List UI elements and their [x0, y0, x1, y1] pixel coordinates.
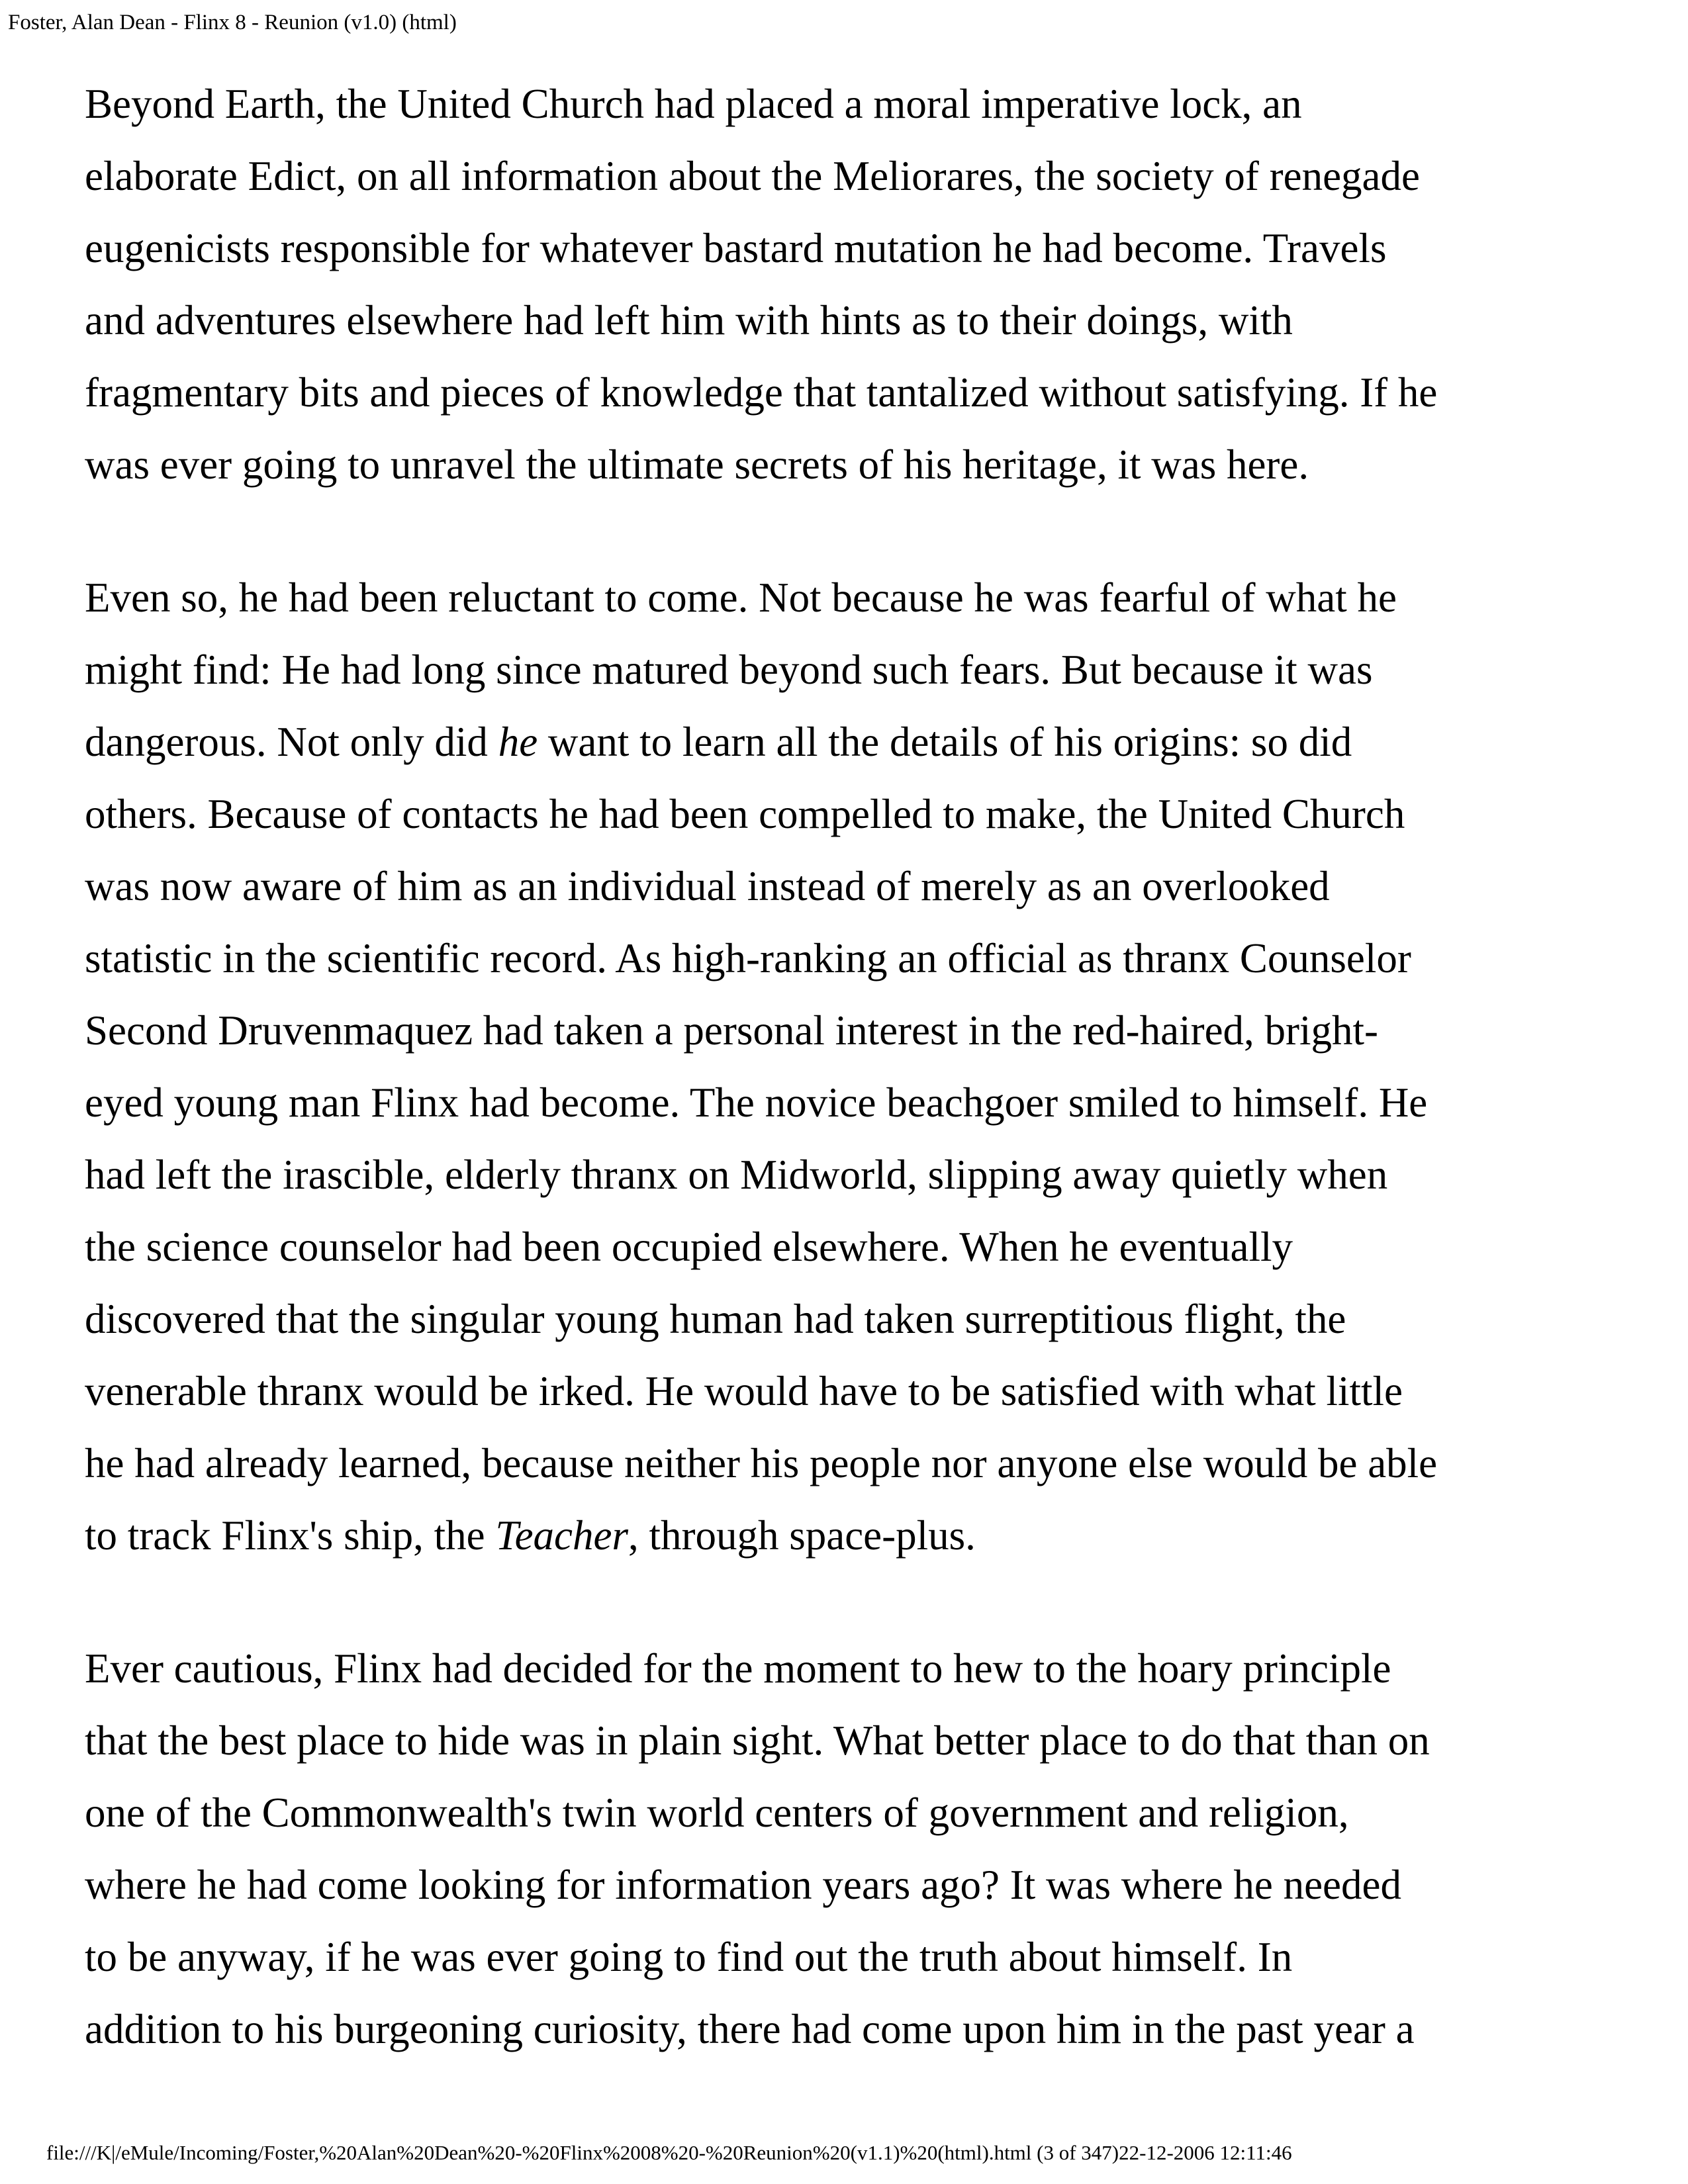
text-line — [85, 706, 1607, 778]
text-segment: he had already learned, because neither his people nor anyone else would be able — [85, 1440, 1438, 1486]
text-line — [85, 1921, 1607, 1993]
text-segment: venerable thranx would be irked. He would have to be satisfied with what little — [85, 1368, 1403, 1414]
text-line — [85, 923, 1607, 995]
text-segment: dangerous. Not only did — [85, 719, 498, 765]
text-line — [85, 140, 1607, 212]
text-line — [85, 850, 1607, 923]
text-segment: statistic in the scientific record. As high-ranking an official as thranx Counselor — [85, 935, 1411, 981]
text-line — [85, 1428, 1607, 1500]
text-segment: was ever going to unravel the ultimate secrets of his heritage, it was here. — [85, 441, 1309, 488]
text-segment: elaborate Edict, on all information about the Meliorares, the society of renegade — [85, 153, 1420, 199]
text-line — [85, 1283, 1607, 1355]
text-line — [85, 995, 1607, 1067]
page-header-title: Foster, Alan Dean - Flinx 8 - Reunion (v1.0) (html) — [8, 11, 457, 34]
text-line — [85, 778, 1607, 850]
text-line — [85, 1777, 1607, 1849]
text-line — [85, 68, 1607, 140]
page-footer-path: file:///K|/eMule/Incoming/Foster,%20Alan%20Dean%20-%20Flinx%2008%20-%20Reunion%20(v1.1)%20(html).html (3 of 347)22-12-2006 12:11:46 — [46, 2141, 1292, 2164]
text-line — [85, 429, 1607, 501]
text-segment: others. Because of contacts he had been compelled to make, the United Church — [85, 791, 1405, 837]
text-line — [85, 1139, 1607, 1211]
text-line — [85, 1500, 1607, 1572]
text-line — [85, 1211, 1607, 1283]
text-segment: Ever cautious, Flinx had decided for the moment to hew to the hoary principle — [85, 1645, 1391, 1692]
text-line — [85, 1993, 1607, 2066]
text-segment: that the best place to hide was in plain sight. What better place to do that than on — [85, 1717, 1430, 1764]
text-segment: the science counselor had been occupied elsewhere. When he eventually — [85, 1224, 1293, 1270]
text-line — [85, 357, 1607, 429]
text-segment: want to learn all the details of his origins: so did — [538, 719, 1352, 765]
text-segment: fragmentary bits and pieces of knowledge that tantalized without satisfying. If he — [85, 369, 1438, 416]
text-segment: was now aware of him as an individual instead of merely as an overlooked — [85, 863, 1330, 909]
text-segment: Beyond Earth, the United Church had placed a moral imperative lock, an — [85, 81, 1302, 127]
paragraph-1 — [85, 68, 1607, 501]
text-segment: to track Flinx's ship, the — [85, 1512, 496, 1559]
text-segment: Second Druvenmaquez had taken a personal interest in the red-haired, bright- — [85, 1007, 1379, 1054]
paragraph-3 — [85, 1633, 1607, 2066]
text-line — [85, 1705, 1607, 1777]
text-line — [85, 212, 1607, 285]
text-segment: addition to his burgeoning curiosity, there had come upon him in the past year a — [85, 2006, 1415, 2052]
text-segment: and adventures elsewhere had left him with hints as to their doings, with — [85, 297, 1293, 343]
text-segment: one of the Commonwealth's twin world centers of government and religion, — [85, 1790, 1349, 1836]
text-line — [85, 1355, 1607, 1428]
text-line — [85, 1849, 1607, 1921]
text-line — [85, 634, 1607, 706]
text-segment: , through space-plus. — [628, 1512, 976, 1559]
text-segment: to be anyway, if he was ever going to find out the truth about himself. In — [85, 1934, 1293, 1980]
text-segment: might find: He had long since matured beyond such fears. But because it was — [85, 647, 1373, 693]
text-line — [85, 285, 1607, 357]
text-segment: eugenicists responsible for whatever bastard mutation he had become. Travels — [85, 225, 1387, 271]
text-segment: eyed young man Flinx had become. The novice beachgoer smiled to himself. He — [85, 1079, 1428, 1126]
text-segment: discovered that the singular young human had taken surreptitious flight, the — [85, 1296, 1346, 1342]
italic-text: he — [498, 719, 538, 765]
italic-text: Teacher — [495, 1512, 628, 1559]
text-line — [85, 1633, 1607, 1705]
text-segment: Even so, he had been reluctant to come. Not because he was fearful of what he — [85, 574, 1397, 621]
text-line — [85, 1067, 1607, 1139]
text-segment: had left the irascible, elderly thranx on Midworld, slipping away quietly when — [85, 1152, 1388, 1198]
paragraph-2 — [85, 562, 1607, 1572]
text-segment: where he had come looking for information years ago? It was where he needed — [85, 1862, 1401, 1908]
text-line — [85, 562, 1607, 634]
document-body — [85, 68, 1607, 2066]
